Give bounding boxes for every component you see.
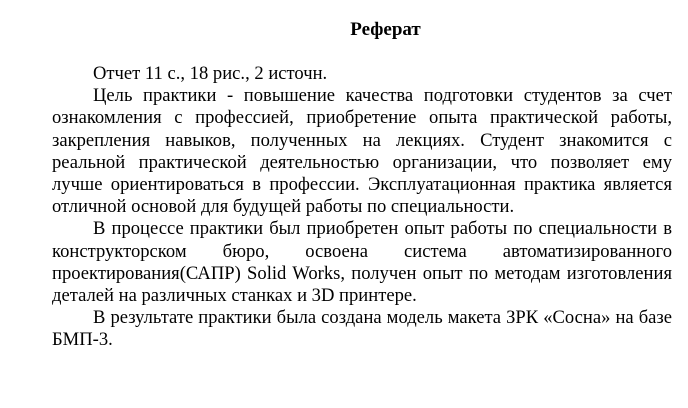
result-paragraph: В результате практики была создана модель макета ЗРК «Сосна» на базе БМП-3. <box>52 307 672 351</box>
practice-goal-paragraph: Цель практики - повышение качества подготовки студентов за счет ознакомления с профессией, приобретение опыта практической работы, закрепления навыков, полученных на лекциях. Студент знакомится с реальной практической деятельностью организации, что позволяет ему лучше ориентироваться в профессии. Эксплуатационная практика является отличной основой для будущей работы по специальности. <box>52 85 672 218</box>
experience-paragraph: В процессе практики был приобретен опыт работы по специальности в конструкторском бюро, освоена система автоматизированного проектирования(САПР) Solid Works, получен опыт по методам изготовления деталей на различных станках и 3D принтере. <box>52 218 672 307</box>
document-title: Реферат <box>350 19 421 40</box>
report-summary-paragraph: Отчет 11 с., 18 рис., 2 источн. <box>93 63 328 84</box>
abstract-body <box>52 63 672 352</box>
